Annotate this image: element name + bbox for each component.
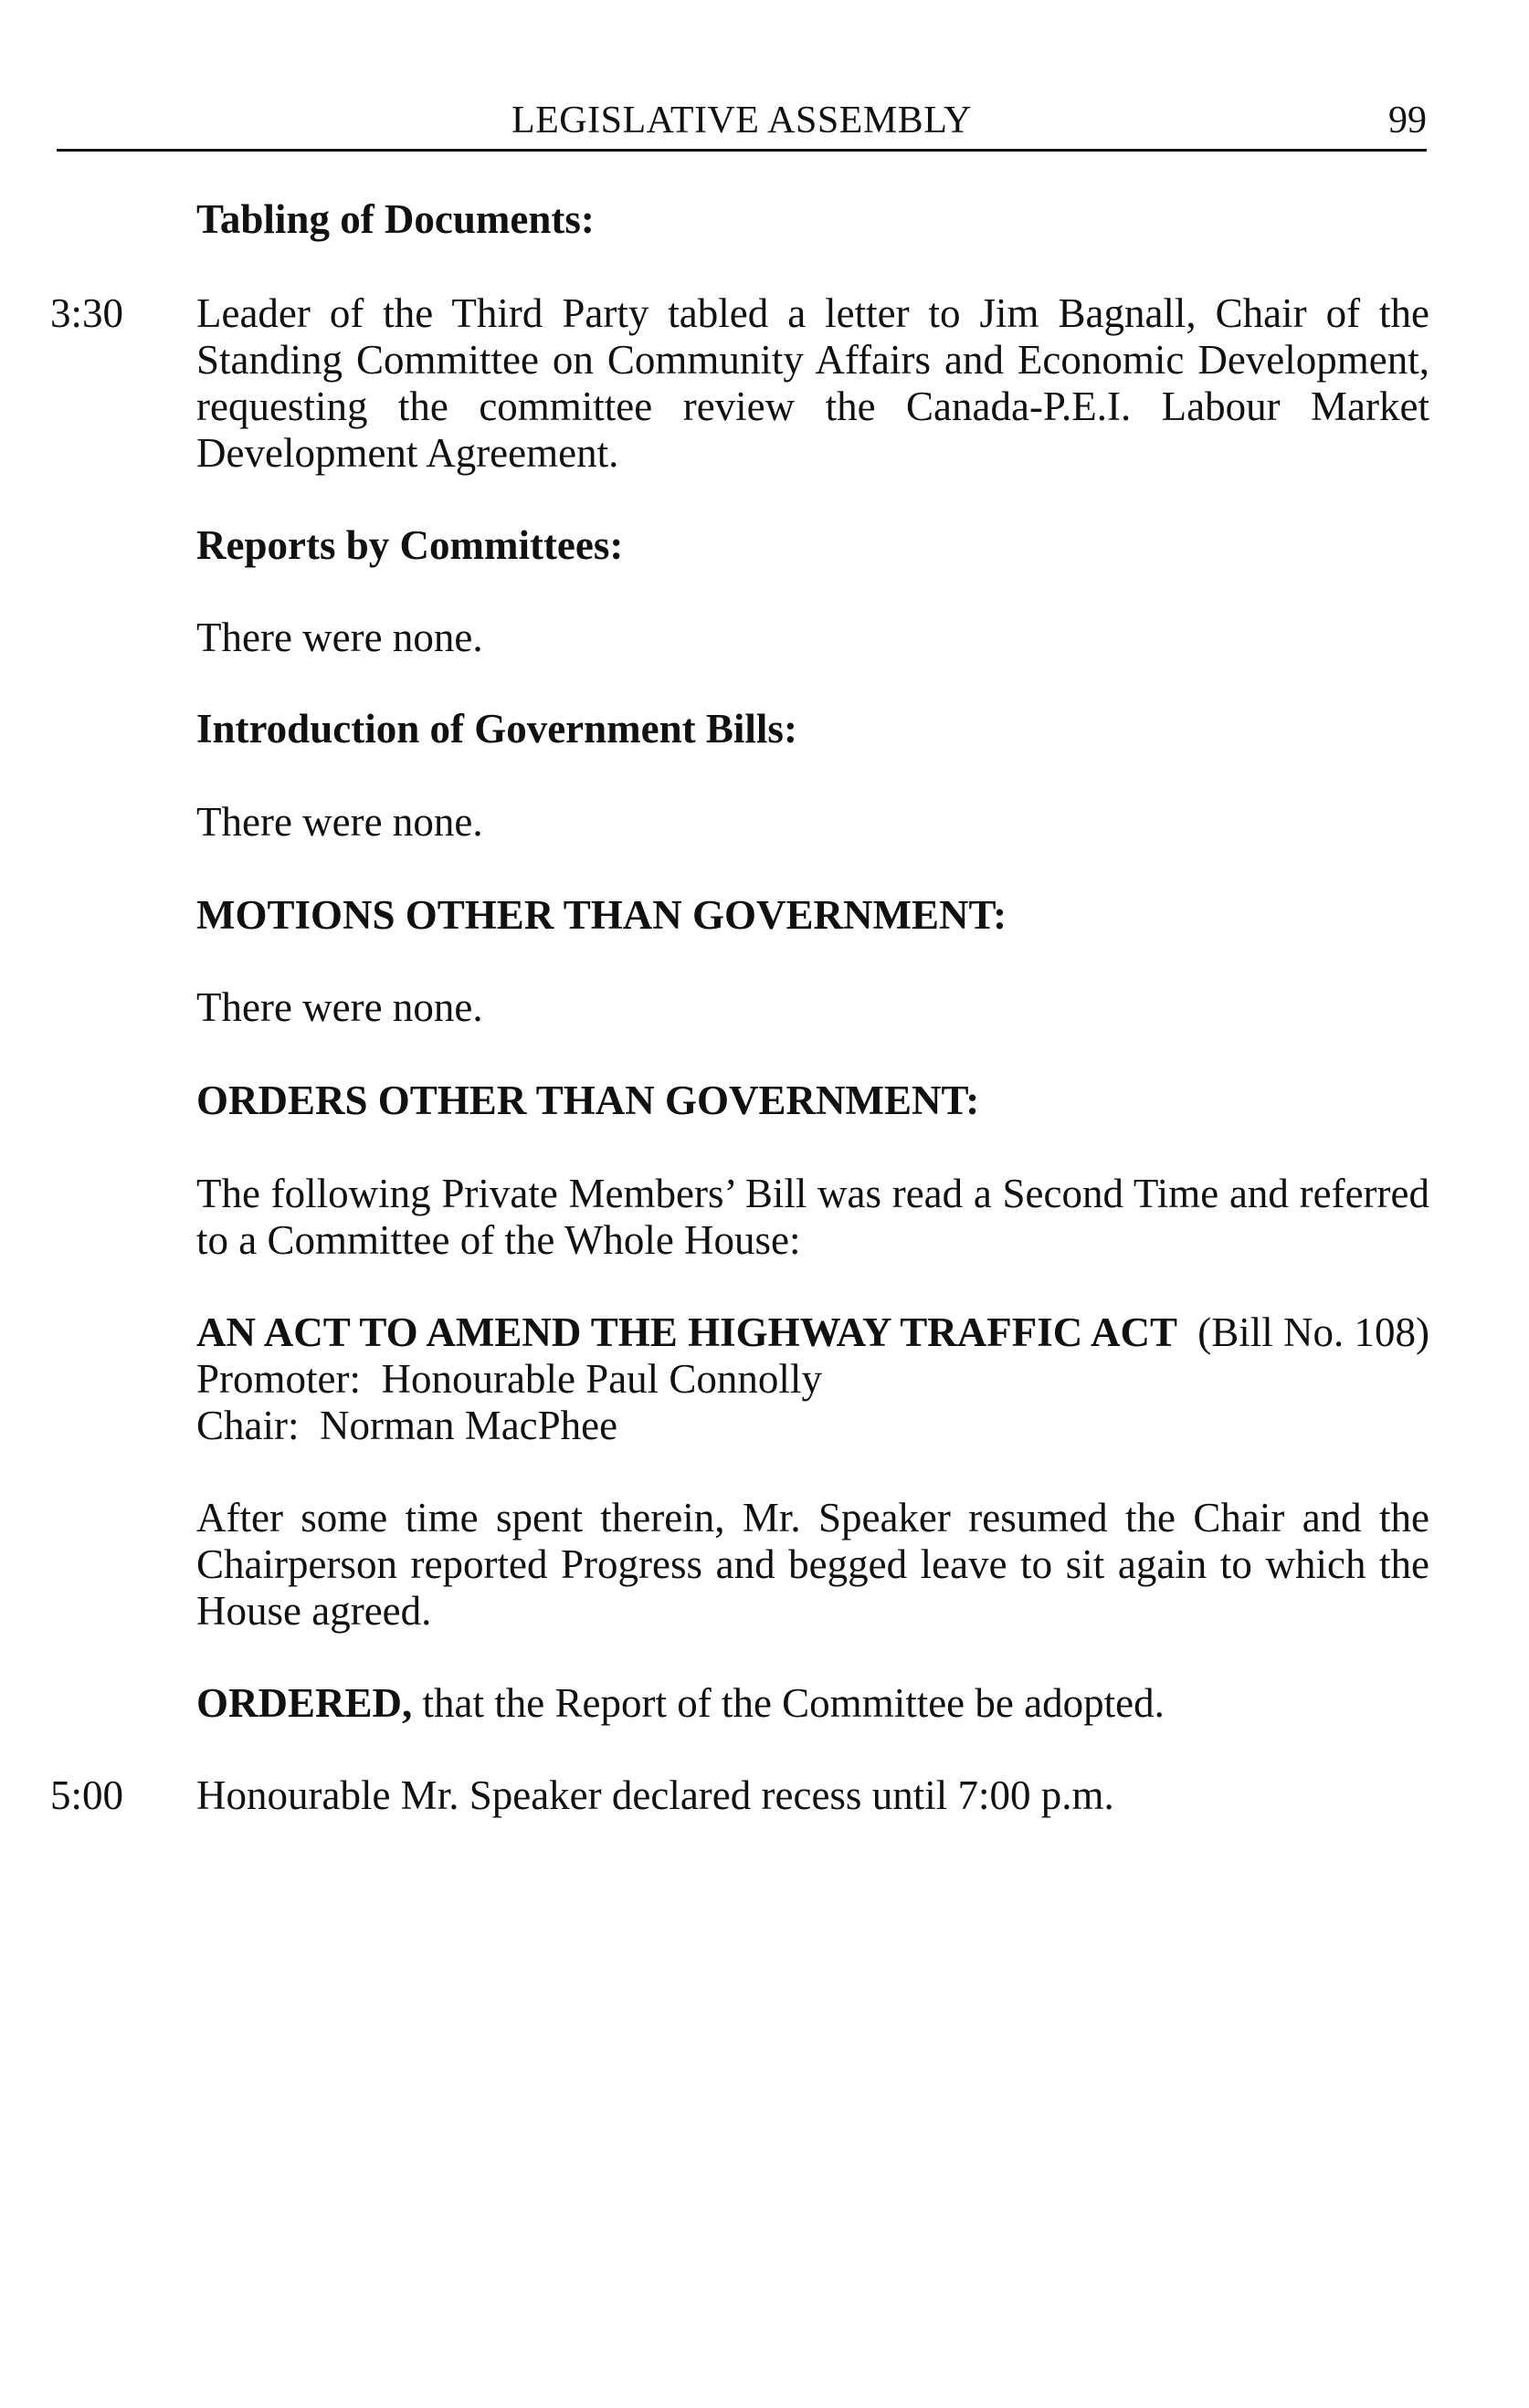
reports-text: There were none. [196, 615, 483, 660]
orders-intro: The following Private Members’ Bill was read a Second Time and referred to a Committee of the Whole House: [196, 1171, 1429, 1263]
bill-number: (Bill No. 108) [1197, 1309, 1429, 1355]
chair-name: Norman MacPhee [319, 1403, 618, 1448]
gov-bills-text: There were none. [196, 799, 483, 845]
reports-heading: Reports by Committees: [196, 522, 624, 568]
tabling-text: Leader of the Third Party tabled a letter to Jim Bagnall, Chair of the Standing Committee on Community Affairs and Economic Development, requesting the committee review the Canada-P.E.I. Labour Market Development Agreement. [196, 290, 1429, 476]
promoter-name: Honourable Paul Connolly [381, 1356, 822, 1402]
header-title: LEGISLATIVE ASSEMBLY [511, 100, 972, 142]
chair-label: Chair: [196, 1403, 300, 1448]
promoter-label: Promoter: [196, 1356, 361, 1402]
ordered-line [196, 1680, 1429, 1727]
ordered-label: ORDERED, [196, 1680, 413, 1726]
motions-text: There were none. [196, 984, 483, 1030]
page-header [57, 98, 1427, 152]
recess-text: Honourable Mr. Speaker declared recess until 7:00 p.m. [196, 1772, 1114, 1818]
motions-heading: MOTIONS OTHER THAN GOVERNMENT: [196, 892, 1007, 938]
bill-title-line [196, 1309, 1429, 1356]
bill-title: AN ACT TO AMEND THE HIGHWAY TRAFFIC ACT [196, 1309, 1178, 1355]
promoter-line [196, 1356, 1429, 1403]
gov-bills-heading: Introduction of Government Bills: [196, 706, 797, 752]
page-number: 99 [1388, 100, 1427, 142]
ordered-text: that the Report of the Committee be adopted. [422, 1680, 1165, 1726]
chair-line [196, 1403, 1429, 1449]
tabling-time: 3:30 [50, 290, 124, 336]
orders-heading: ORDERS OTHER THAN GOVERNMENT: [196, 1078, 980, 1123]
tabling-heading: Tabling of Documents: [196, 196, 595, 242]
after-text: After some time spent therein, Mr. Speaker resumed the Chair and the Chairperson reported Progress and begged leave to sit again to which the House agreed. [196, 1495, 1429, 1634]
bill-block [196, 1309, 1429, 1449]
recess-time: 5:00 [50, 1772, 124, 1818]
